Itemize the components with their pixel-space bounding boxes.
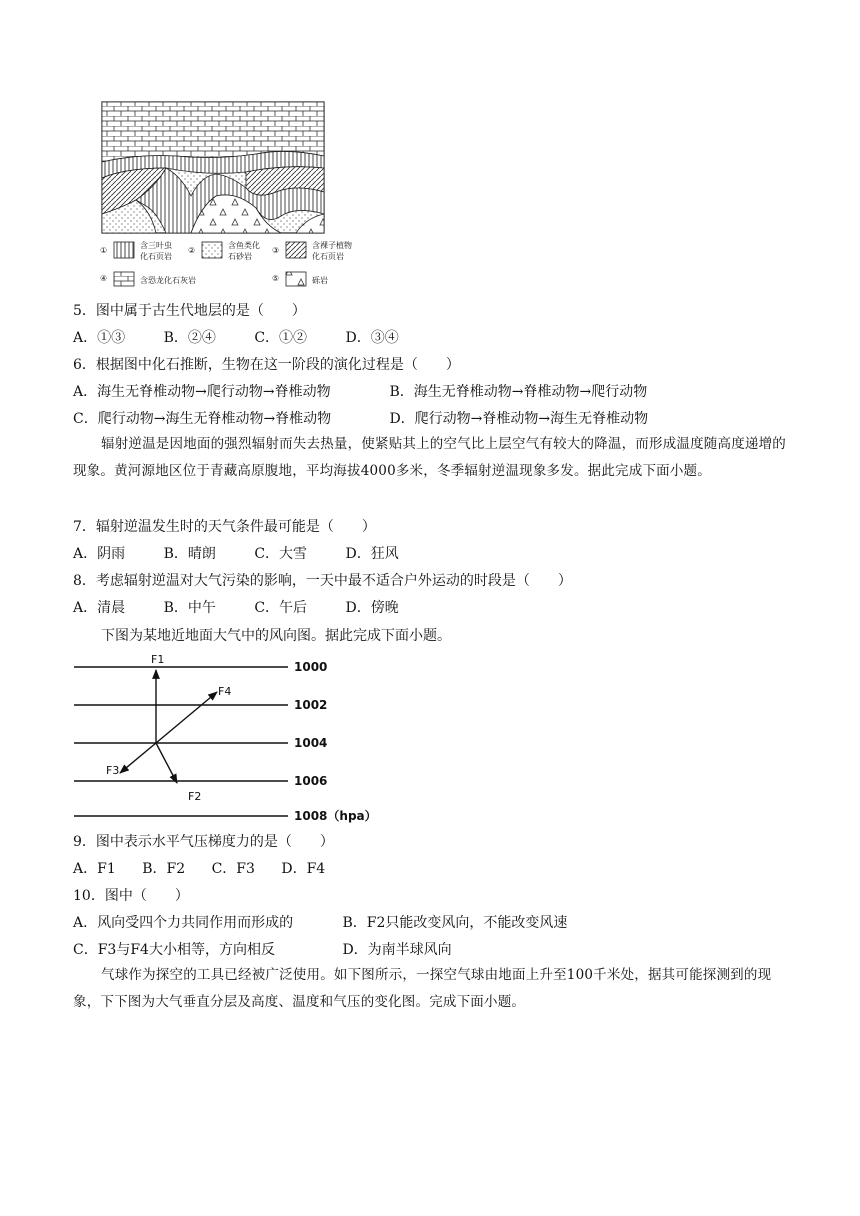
q10-stem: 10．图中（ ） bbox=[73, 888, 189, 904]
svg-text:石砂岩: 石砂岩 bbox=[228, 252, 252, 261]
f1-label: F1 bbox=[151, 653, 165, 666]
f2-arrow bbox=[156, 743, 177, 783]
passage-radiation-inversion: 辐射逆温是因地面的强烈辐射而失去热量，使紧贴其上的空气比上层空气有较大的降温，而形成温度随高度递增的现象。黄河源地区位于青藏高原腹地，平均海拔4000多米，冬季辐射逆温现象多发。据此完成下面小题。 bbox=[73, 436, 786, 479]
f4-arrow bbox=[156, 692, 217, 743]
isobar-label-1006: 1006 bbox=[294, 774, 328, 788]
svg-text:含三叶虫: 含三叶虫 bbox=[140, 241, 172, 250]
svg-text:化石页岩: 化石页岩 bbox=[312, 252, 344, 261]
q5-option-a[interactable]: A．①③ bbox=[73, 330, 126, 346]
q9-options bbox=[73, 859, 325, 879]
q6-option-b[interactable]: B．海生无脊椎动物→脊椎动物→爬行动物 bbox=[389, 384, 648, 400]
legend-num-3: ③ bbox=[272, 246, 280, 255]
legend-num-1: ① bbox=[100, 246, 108, 255]
q7-option-b[interactable]: B．晴朗 bbox=[163, 546, 216, 562]
q7-option-d[interactable]: D．狂风 bbox=[345, 546, 399, 562]
q10-option-d[interactable]: D．为南半球风向 bbox=[342, 942, 452, 958]
q6-stem: 6．根据图中化石推断，生物在这一阶段的演化过程是（ ） bbox=[73, 357, 460, 373]
q5-option-d[interactable]: D．③④ bbox=[345, 330, 399, 346]
q10-option-a[interactable]: A．风向受四个力共同作用而形成的 bbox=[73, 915, 294, 931]
q6-option-c[interactable]: C．爬行动物→海生无脊椎动物→脊椎动物 bbox=[73, 411, 332, 427]
f3-label: F3 bbox=[106, 764, 120, 777]
legend-num-4: ④ bbox=[100, 274, 108, 283]
q7-stem: 7．辐射逆温发生时的天气条件最可能是（ ） bbox=[73, 519, 376, 535]
wind-force-diagram bbox=[70, 650, 377, 828]
q6-option-d[interactable]: D．爬行动物→脊椎动物→海生无脊椎动物 bbox=[389, 411, 649, 427]
svg-text:化石页岩: 化石页岩 bbox=[140, 252, 172, 261]
q10-options-row1 bbox=[73, 913, 567, 933]
q6-option-a[interactable]: A．海生无脊椎动物→爬行动物→脊椎动物 bbox=[73, 384, 331, 400]
svg-text:砾岩: 砾岩 bbox=[312, 276, 328, 285]
passage-balloon: 气球作为探空的工具已经被广泛使用。如下图所示，一探空气球由地面上升至100千米处，据其可能探测到的现象，下下图为大气垂直分层及高度、温度和气压的变化图。完成下面小题。 bbox=[73, 967, 772, 1010]
f2-label: F2 bbox=[188, 790, 202, 803]
q9-stem: 9．图中表示水平气压梯度力的是（ ） bbox=[73, 834, 334, 850]
legend-num-2: ② bbox=[188, 246, 196, 255]
q5-stem: 5．图中属于古生代地层的是（ ） bbox=[73, 303, 306, 319]
q8-option-d[interactable]: D．傍晚 bbox=[345, 600, 399, 616]
q5-option-c[interactable]: C．①② bbox=[254, 330, 308, 346]
legend-num-5: ⑤ bbox=[272, 274, 280, 283]
isobar-label-1000: 1000 bbox=[294, 660, 328, 674]
q9-option-d[interactable]: D．F4 bbox=[281, 861, 326, 877]
f3-arrow bbox=[120, 743, 156, 773]
q8-option-b[interactable]: B．中午 bbox=[163, 600, 216, 616]
f4-label: F4 bbox=[218, 685, 232, 698]
q9-option-b[interactable]: B．F2 bbox=[142, 861, 186, 877]
q5-options bbox=[73, 328, 399, 348]
q8-stem: 8．考虑辐射逆温对大气污染的影响，一天中最不适合户外运动的时段是（ ） bbox=[73, 573, 572, 589]
isobar-label-1004: 1004 bbox=[294, 736, 328, 750]
q9-option-a[interactable]: A．F1 bbox=[73, 861, 116, 877]
q6-options-row2 bbox=[73, 409, 648, 429]
q10-options-row2 bbox=[73, 940, 452, 960]
svg-text:含裸子植物: 含裸子植物 bbox=[312, 241, 352, 250]
isobar-label-1008: 1008（hpa） bbox=[294, 809, 377, 823]
q8-options bbox=[73, 598, 399, 618]
q8-option-c[interactable]: C．午后 bbox=[254, 600, 308, 616]
q8-option-a[interactable]: A．清晨 bbox=[73, 600, 126, 616]
passage-wind-intro: 下图为某地近地面大气中的风向图。据此完成下面小题。 bbox=[101, 628, 451, 644]
isobar-label-1002: 1002 bbox=[294, 698, 328, 712]
q7-option-c[interactable]: C．大雪 bbox=[254, 546, 308, 562]
svg-text:含恐龙化石灰岩: 含恐龙化石灰岩 bbox=[140, 276, 196, 285]
svg-text:含鱼类化: 含鱼类化 bbox=[228, 241, 260, 250]
strata-diagram bbox=[96, 96, 366, 292]
q9-option-c[interactable]: C．F3 bbox=[211, 861, 255, 877]
q5-option-b[interactable]: B．②④ bbox=[163, 330, 216, 346]
q6-options-row1 bbox=[73, 382, 647, 402]
q7-option-a[interactable]: A．阴雨 bbox=[73, 546, 126, 562]
q10-option-b[interactable]: B．F2只能改变风向，不能改变风速 bbox=[342, 915, 568, 931]
q10-option-c[interactable]: C．F3与F4大小相等，方向相反 bbox=[73, 942, 275, 958]
q7-options bbox=[73, 544, 399, 564]
